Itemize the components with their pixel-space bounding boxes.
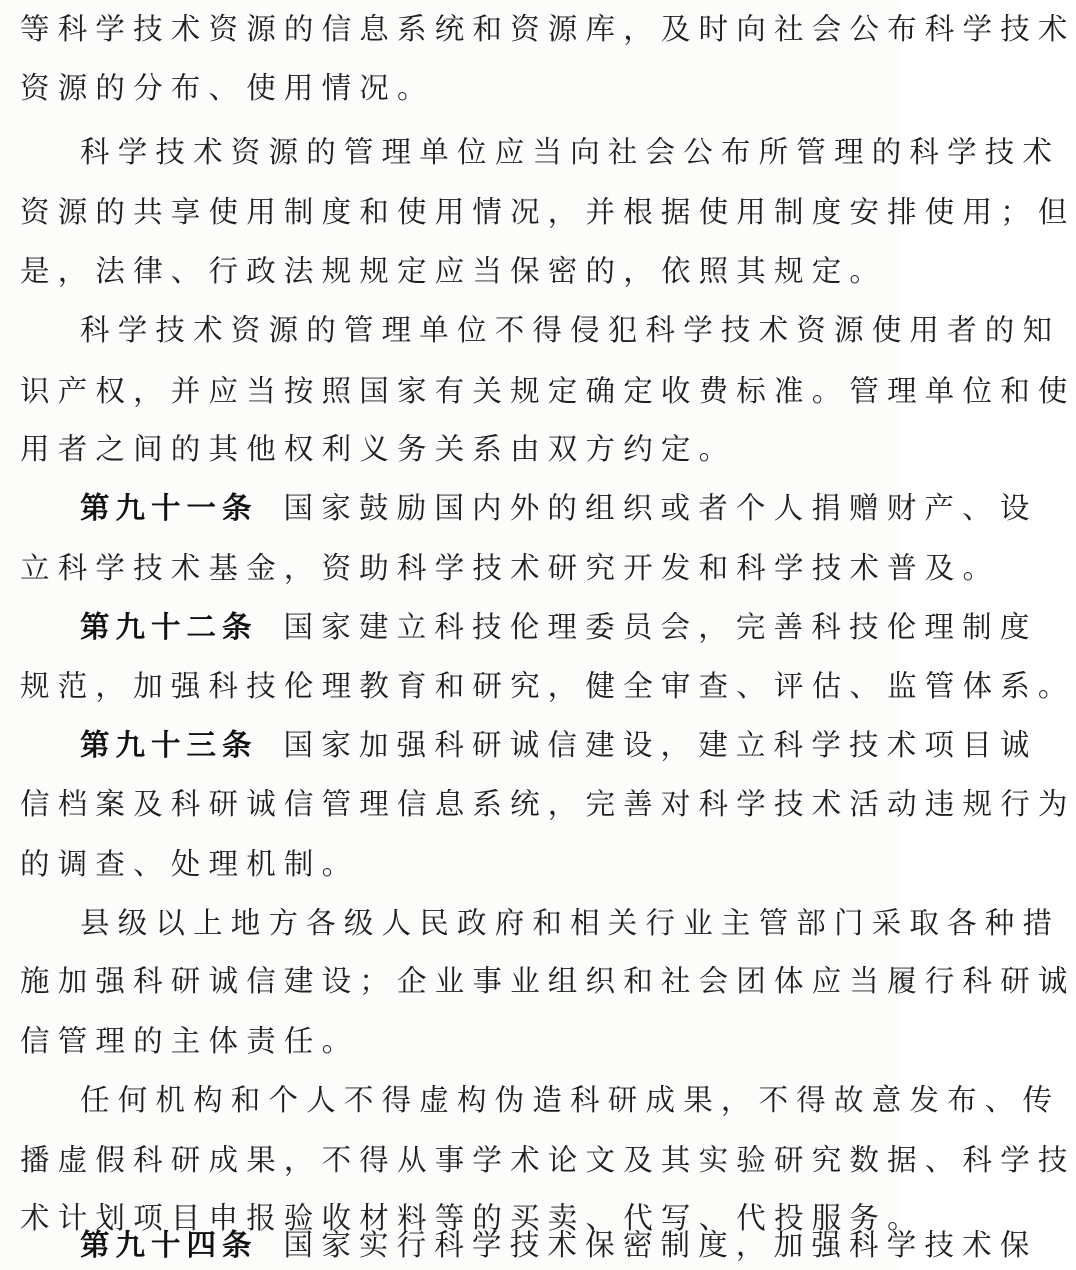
text-line: 国家建立科技伦理委员会，完善科技伦理制度 xyxy=(283,610,1038,644)
text-line: 识产权，并应当按照国家有关规定确定收费标准。管理单位和使 xyxy=(20,374,1076,408)
article-92-heading: 第九十二条 xyxy=(80,610,258,644)
text-line: 国家加强科研诚信建设，建立科学技术项目诚 xyxy=(283,728,1038,762)
article-91-heading: 第九十一条 xyxy=(80,491,258,525)
text-line: 信档案及科研诚信管理信息系统，完善对科学技术活动违规行为 xyxy=(20,787,1076,821)
article-93-heading: 第九十三条 xyxy=(80,728,258,762)
text-line: 施加强科研诚信建设；企业事业组织和社会团体应当履行科研诚 xyxy=(20,964,1076,998)
text-line: 资源的共享使用制度和使用情况，并根据使用制度安排使用；但 xyxy=(20,195,1076,229)
text-line: 科学技术资源的管理单位应当向社会公布所管理的科学技术 xyxy=(80,135,1061,169)
text-line: 用者之间的其他权利义务关系由双方约定。 xyxy=(20,432,737,466)
text-line: 国家鼓励国内外的组织或者个人捐赠财产、设 xyxy=(283,491,1038,525)
text-line: 是，法律、行政法规规定应当保密的，依照其规定。 xyxy=(20,254,888,288)
text-line: 科学技术资源的管理单位不得侵犯科学技术资源使用者的知 xyxy=(80,313,1061,347)
text-line: 资源的分布、使用情况。 xyxy=(20,71,435,105)
article-93-line xyxy=(80,722,1038,768)
text-line: 立科学技术基金，资助科学技术研究开发和科学技术普及。 xyxy=(20,551,1001,585)
text-line: 播虚假科研成果，不得从事学术论文及其实验研究数据、科学技 xyxy=(20,1143,1076,1177)
text-line: 的调查、处理机制。 xyxy=(20,847,360,881)
text-line: 规范，加强科技伦理教育和研究，健全审查、评估、监管体系。 xyxy=(20,669,1076,703)
article-91-line xyxy=(80,485,1038,531)
article-94-heading: 第九十四条 xyxy=(80,1228,258,1262)
article-92-line xyxy=(80,604,1038,650)
text-line: 等科学技术资源的信息系统和资源库，及时向社会公布科学技术 xyxy=(20,12,1076,46)
text-line: 任何机构和个人不得虚构伪造科研成果，不得故意发布、传 xyxy=(80,1083,1061,1117)
text-line: 国家实行科学技术保密制度，加强科学技术保 xyxy=(283,1228,1038,1262)
text-line: 县级以上地方各级人民政府和相关行业主管部门采取各种措 xyxy=(80,906,1061,940)
article-94-line xyxy=(80,1222,1038,1268)
text-line: 术计划项目申报验收材料等的买卖、代写、代投服务。 xyxy=(20,1201,925,1235)
text-line: 信管理的主体责任。 xyxy=(20,1024,360,1058)
